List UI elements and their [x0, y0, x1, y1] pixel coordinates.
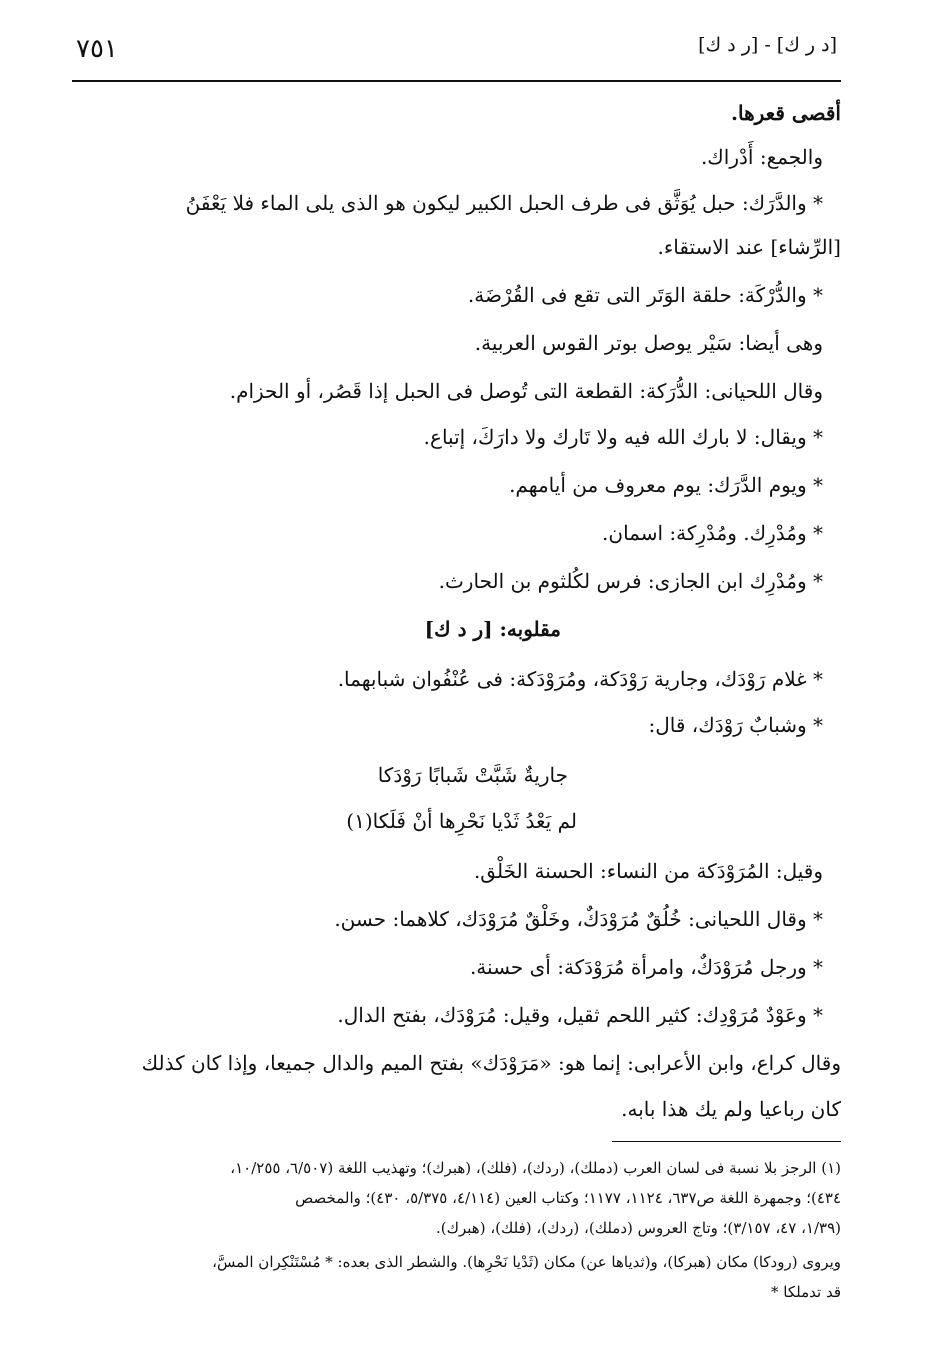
text-line: * ويقال: لا بارك الله فيه ولا تَارك ولا دارَكَ، إتباع. — [423, 425, 823, 449]
text-line: * ورجل مُرَوْدَكٌ، وامرأة مُرَوْدَكة: أى حسنة. — [469, 955, 823, 979]
running-header: [د ر ك] - [ر د ك] — [698, 34, 837, 56]
text-line: والجمع: أَدْراك. — [700, 145, 823, 169]
text-line: [الرِّشاء] عند الاستقاء. — [657, 235, 841, 259]
text-line: * والدَّرَك: حبل يُوَثَّق فى طرف الحبل الكبير ليكون هو الذى يلى الماء فلا يَعْفَنُ — [185, 191, 823, 215]
footnote-line: قد تدملكا * — [771, 1283, 841, 1301]
text-line: * ومُدْرِك. ومُدْرِكة: اسمان. — [602, 521, 823, 545]
verse-line: جاريةٌ شَبَّتْ شَبابًا رَوْدَكا — [377, 763, 568, 787]
footnote-line: (١/٣٩، ٤٧، ٣/١٥٧)؛ وتاج العروس (دملك)، (ردك)، (فلك)، (هبرك). — [436, 1219, 841, 1237]
text-line: * ويوم الدَّرَك: يوم معروف من أيامهم. — [509, 473, 823, 497]
text-line: * وعَوْدٌ مُرَوْدِك: كثير اللحم ثقيل، وقيل: مُرَوْدَك، بفتح الدال. — [337, 1003, 823, 1027]
text-line: أقصى قعرها. — [731, 101, 841, 125]
verse-line: لم يَعْدُ ثَدْيا نَحْرِها أنْ فَلَكا(١) — [346, 809, 577, 833]
text-line: وقال اللحيانى: الدُّرَكة: القطعة التى تُوصل فى الحبل إذا قَصُر، أو الحزام. — [229, 379, 823, 403]
section-heading: مقلوبه: [ر د ك] — [424, 617, 561, 641]
page-number: ٧٥١ — [76, 34, 118, 64]
text-line: وقال كراع، وابن الأعرابى: إنما هو: «مَرَوْدَك» بفتح الميم والدال جميعا، وإذا كان كذلك — [141, 1051, 841, 1075]
text-line: * ومُدْرِك ابن الجازى: فرس لكُلثوم بن الحارث. — [438, 569, 823, 593]
footnote-rule — [612, 1141, 841, 1142]
footnote-line: ويروى (رودكا) مكان (هبركا)، و(ثدياها عن) مكان (ثَدْيا نَحْرِها). والشطر الذى بعده: * مُسْتَنْكِران المسَّ، — [212, 1253, 841, 1271]
header-rule — [72, 80, 841, 82]
text-line: كان رباعيا ولم يك هذا بابه. — [621, 1097, 841, 1121]
text-line: وقيل: المُرَوْدَكة من النساء: الحسنة الخَلْق. — [473, 859, 823, 883]
text-line: * وقال اللحيانى: خُلُقٌ مُرَوْدَكٌ، وخَلْقٌ مُرَوْدَك، كلاهما: حسن. — [334, 907, 823, 931]
footnote-line: ٤٣٤)؛ وجمهرة اللغة ص٦٣٧، ١١٢٤، ١١٧٧؛ وكتاب العين (٤/١١٤، ٥/٣٧٥، ٤٣٠)؛ والمخصص — [295, 1189, 841, 1207]
text-line: وهى أيضا: سَيْر يوصل بوتر القوس العربية. — [474, 331, 823, 355]
text-line: * وشبابٌ رَوْدَك، قال: — [648, 713, 823, 737]
text-line: * غلام رَوْدَك، وجارية رَوْدَكة، ومُرَوْدَكة: فى عُنْفُوان شبابهما. — [337, 667, 823, 691]
footnote-line: (١) الرجز بلا نسبة فى لسان العرب (دملك)، (ردك)، (فلك)، (هبرك)؛ وتهذيب اللغة (٦/٥٠٧، ١٠/٢٥٥، — [230, 1159, 841, 1177]
text-line: * والدُّرْكَة: حلقة الوَتَر التى تقع فى القُرْضَة. — [467, 283, 823, 307]
